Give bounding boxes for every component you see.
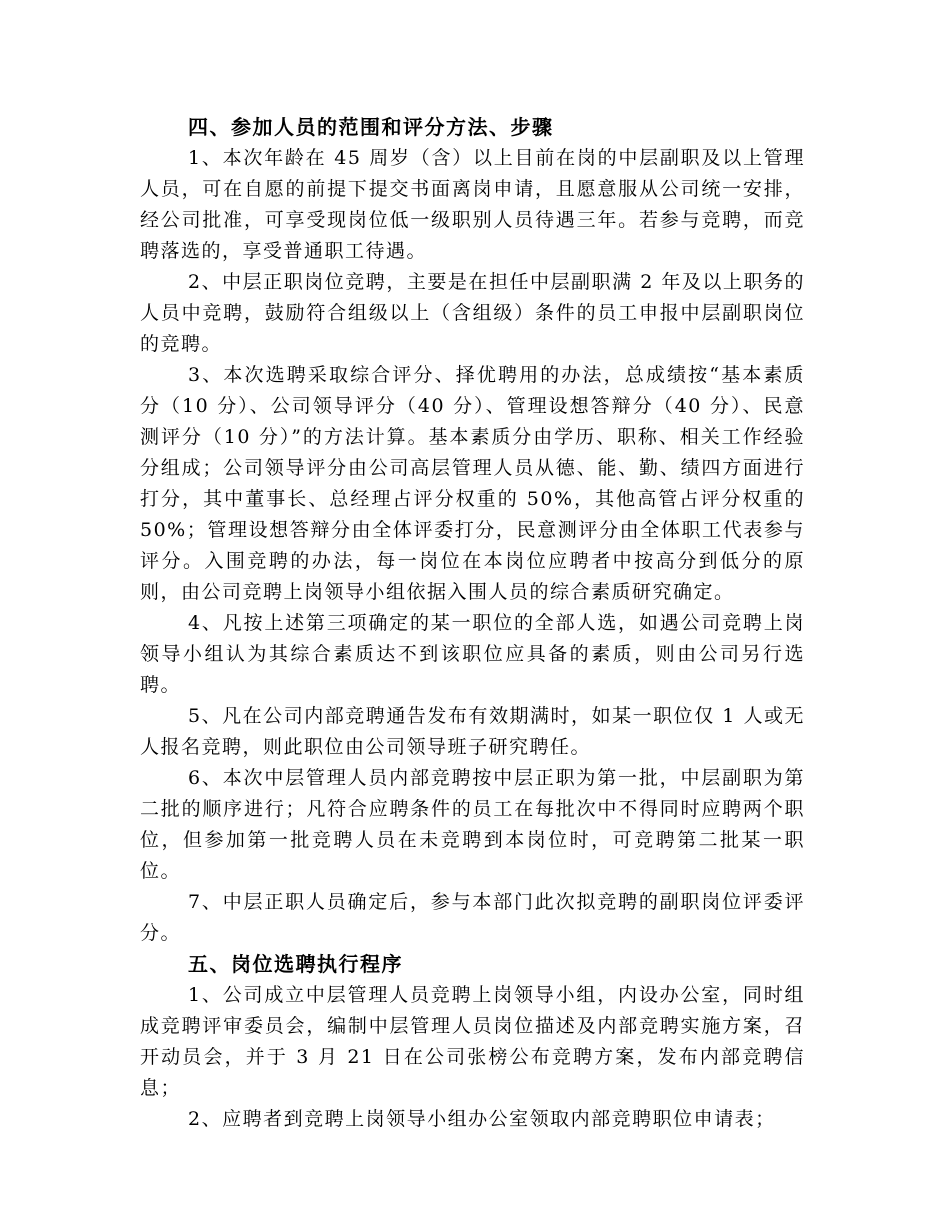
document-page bbox=[140, 112, 805, 1135]
section-4-heading: 四、参加人员的范围和评分方法、步骤 bbox=[188, 115, 554, 139]
section-5-paragraph-1: 1、公司成立中层管理人员竞聘上岗领导小组，内设办公室，同时组成竞聘评审委员会，编制中层管理人员岗位描述及内部竞聘实施方案，召开动员会，并于 3 月 21 日在公司张榜公布竞聘方案，发布内部竞聘信息； bbox=[140, 984, 805, 1099]
section-4-paragraph-5: 5、凡在公司内部竞聘通告发布有效期满时，如某一职位仅 1 人或无人报名竞聘，则此职位由公司领导班子研究聘任。 bbox=[140, 705, 805, 758]
section-4-paragraph-4: 4、凡按上述第三项确定的某一职位的全部人选，如遇公司竞聘上岗领导小组认为其综合素质达不到该职位应具备的素质，则由公司另行选聘。 bbox=[140, 612, 805, 696]
section-4-paragraph-1: 1、本次年龄在 45 周岁（含）以上目前在岗的中层副职及以上管理人员，可在自愿的前提下提交书面离岗申请，且愿意服从公司统一安排，经公司批准，可享受现岗位低一级职别人员待遇三年。若参与竞聘，而竞聘落选的，享受普通职工待遇。 bbox=[140, 147, 805, 262]
section-5-heading: 五、岗位选聘执行程序 bbox=[188, 952, 403, 976]
section-4-paragraph-3: 3、本次选聘采取综合评分、择优聘用的办法，总成绩按“基本素质分（10 分）、公司领导评分（40 分）、管理设想答辩分（40 分）、民意测评分（10 分）”的方法计算。基本素质分由学历、职称、相关工作经验分组成；公司领导评分由公司高层管理人员从德、能、勤、绩四方面进行打分，其中董事长、总经理占评分权重的 50%，其他高管占评分权重的 50%；管理设想答辩分由全体评委打分，民意测评分由全体职工代表参与评分。入围竞聘的办法，每一岗位在本岗位应聘者中按高分到低分的原则，由公司竞聘上岗领导小组依据入围人员的综合素质研究确定。 bbox=[140, 364, 805, 603]
section-4-paragraph-7: 7、中层正职人员确定后，参与本部门此次拟竞聘的副职岗位评委评分。 bbox=[140, 891, 805, 944]
section-4-paragraph-2: 2、中层正职岗位竞聘，主要是在担任中层副职满 2 年及以上职务的人员中竞聘，鼓励符合组级以上（含组级）条件的员工申报中层副职岗位的竞聘。 bbox=[140, 271, 805, 355]
section-4-paragraph-6: 6、本次中层管理人员内部竞聘按中层正职为第一批，中层副职为第二批的顺序进行；凡符合应聘条件的员工在每批次中不得同时应聘两个职位，但参加第一批竞聘人员在未竞聘到本岗位时，可竞聘第二批某一职位。 bbox=[140, 767, 805, 882]
section-5-paragraph-2: 2、应聘者到竞聘上岗领导小组办公室领取内部竞聘职位申请表； bbox=[188, 1108, 776, 1130]
